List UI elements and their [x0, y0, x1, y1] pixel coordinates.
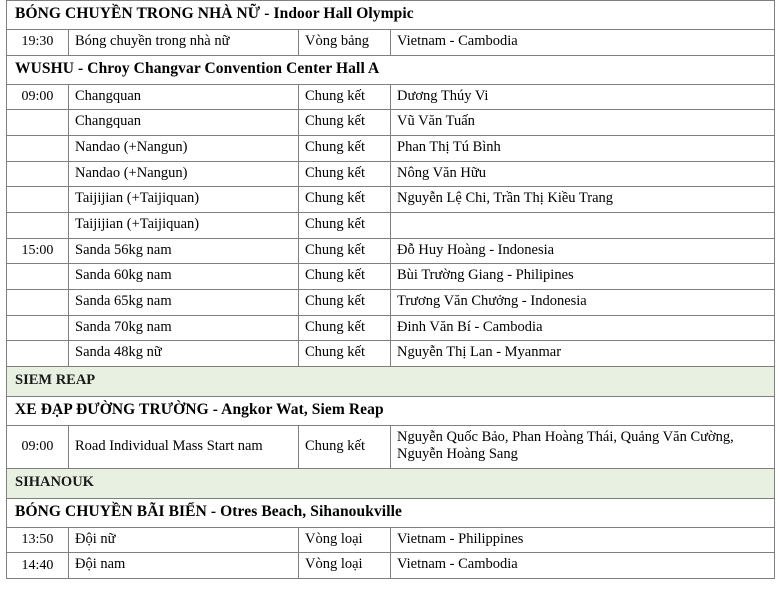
event-detail: Nguyễn Quốc Bảo, Phan Hoàng Thái, Quảng Văn Cường, Nguyễn Hoàng Sang: [391, 425, 775, 468]
event-time: 09:00: [7, 425, 69, 468]
event-round: Vòng loại: [299, 527, 391, 553]
event-time: [7, 135, 69, 161]
event-detail: Bùi Trường Giang - Philipines: [391, 264, 775, 290]
sport-header-row: [7, 55, 775, 84]
table-row: [7, 425, 775, 468]
event-round: Chung kết: [299, 161, 391, 187]
table-row: [7, 315, 775, 341]
venue-name: Indoor Hall Olympic: [273, 5, 414, 22]
city-name: SIHANOUK: [7, 469, 775, 499]
event-round: Vòng loại: [299, 553, 391, 579]
table-row: [7, 264, 775, 290]
sport-name: WUSHU: [15, 59, 75, 77]
event-round: Chung kết: [299, 187, 391, 213]
table-row: [7, 290, 775, 316]
event-name: Sanda 48kg nữ: [69, 341, 299, 367]
event-name: Đội nữ: [69, 527, 299, 553]
table-row: [7, 527, 775, 553]
sport-header-row: [7, 498, 775, 527]
event-detail: [391, 212, 775, 238]
event-name: Nandao (+Nangun): [69, 161, 299, 187]
event-round: Vòng bảng: [299, 29, 391, 55]
event-time: 14:40: [7, 553, 69, 579]
sport-name: BÓNG CHUYỀN BÃI BIỂN: [15, 502, 207, 520]
sport-header: [7, 1, 775, 30]
event-name: Bóng chuyền trong nhà nữ: [69, 29, 299, 55]
event-time: [7, 187, 69, 213]
sport-header-row: [7, 396, 775, 425]
schedule-body: [7, 1, 775, 579]
event-time: [7, 110, 69, 136]
event-time: [7, 264, 69, 290]
event-time: [7, 212, 69, 238]
city-name: SIEM REAP: [7, 367, 775, 397]
event-name: Sanda 56kg nam: [69, 238, 299, 264]
event-detail: Đỗ Huy Hoàng - Indonesia: [391, 238, 775, 264]
event-round: Chung kết: [299, 84, 391, 110]
event-detail: Vũ Văn Tuấn: [391, 110, 775, 136]
event-round: Chung kết: [299, 341, 391, 367]
table-row: [7, 110, 775, 136]
event-detail: Nguyễn Lệ Chi, Trần Thị Kiều Trang: [391, 187, 775, 213]
event-name: Nandao (+Nangun): [69, 135, 299, 161]
table-row: [7, 238, 775, 264]
sport-venue-separator: -: [208, 400, 222, 418]
event-round: Chung kết: [299, 135, 391, 161]
event-round: Chung kết: [299, 425, 391, 468]
table-row: [7, 553, 775, 579]
event-detail: Nguyễn Thị Lan - Myanmar: [391, 341, 775, 367]
event-time: [7, 161, 69, 187]
event-round: Chung kết: [299, 290, 391, 316]
sport-venue-separator: -: [74, 59, 88, 77]
event-time: 09:00: [7, 84, 69, 110]
event-detail: Vietnam - Cambodia: [391, 553, 775, 579]
event-time: 13:50: [7, 527, 69, 553]
sport-venue-separator: -: [206, 502, 221, 520]
event-time: [7, 290, 69, 316]
table-row: [7, 212, 775, 238]
event-round: Chung kết: [299, 110, 391, 136]
table-row: [7, 341, 775, 367]
event-detail: Vietnam - Cambodia: [391, 29, 775, 55]
sport-header: [7, 55, 775, 84]
sport-header: [7, 498, 775, 527]
event-time: 15:00: [7, 238, 69, 264]
event-detail: Vietnam - Philippines: [391, 527, 775, 553]
event-name: Taijijian (+Taijiquan): [69, 187, 299, 213]
event-name: Đội nam: [69, 553, 299, 579]
event-name: Road Individual Mass Start nam: [69, 425, 299, 468]
event-name: Sanda 70kg nam: [69, 315, 299, 341]
event-round: Chung kết: [299, 238, 391, 264]
event-detail: Phan Thị Tú Bình: [391, 135, 775, 161]
event-round: Chung kết: [299, 264, 391, 290]
event-round: Chung kết: [299, 212, 391, 238]
venue-name: Otres Beach, Sihanoukville: [220, 502, 403, 520]
event-round: Chung kết: [299, 315, 391, 341]
table-row: [7, 161, 775, 187]
table-row: [7, 187, 775, 213]
event-time: [7, 315, 69, 341]
city-header-row: [7, 469, 775, 499]
event-name: Sanda 65kg nam: [69, 290, 299, 316]
event-detail: Đinh Văn Bí - Cambodia: [391, 315, 775, 341]
sport-name: XE ĐẠP ĐƯỜNG TRƯỜNG: [15, 400, 209, 418]
city-header-row: [7, 367, 775, 397]
schedule-table: [6, 0, 775, 579]
event-detail: Trương Văn Chưởng - Indonesia: [391, 290, 775, 316]
event-detail: Dương Thúy Vi: [391, 84, 775, 110]
sport-header-row: [7, 1, 775, 30]
table-row: [7, 84, 775, 110]
table-row: [7, 135, 775, 161]
event-name: Changquan: [69, 84, 299, 110]
event-detail: Nông Văn Hữu: [391, 161, 775, 187]
sport-header: [7, 396, 775, 425]
venue-name: Angkor Wat, Siem Reap: [221, 400, 384, 418]
table-row: [7, 29, 775, 55]
venue-name: Chroy Changvar Convention Center Hall A: [87, 59, 380, 77]
sport-name: BÓNG CHUYỀN TRONG NHÀ NỮ: [15, 5, 261, 22]
event-name: Sanda 60kg nam: [69, 264, 299, 290]
event-time: [7, 341, 69, 367]
event-name: Changquan: [69, 110, 299, 136]
event-time: 19:30: [7, 29, 69, 55]
sport-venue-separator: -: [260, 5, 274, 22]
event-name: Taijijian (+Taijiquan): [69, 212, 299, 238]
